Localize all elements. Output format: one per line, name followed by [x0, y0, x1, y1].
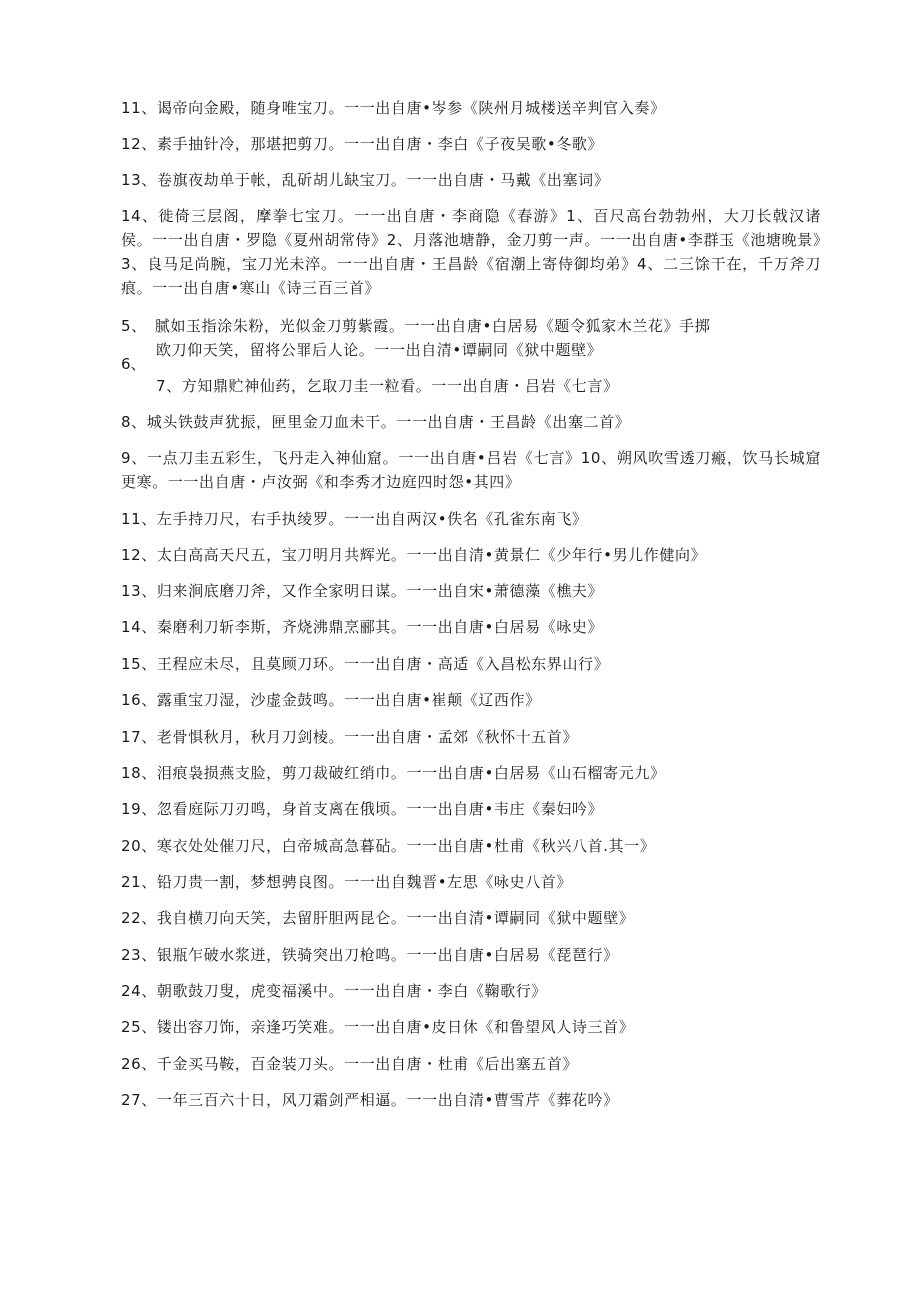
poem-line-13: 13、归来涧底磨刀斧，又作全家明日谋。一一出自宋•萧德藻《樵夫》 [121, 582, 604, 600]
poem-line-18: 18、泪痕袅损燕支脸，剪刀裁破红绡巾。一一出自唐•白居易《山石榴寄元九》 [121, 764, 666, 782]
poem-line-2: 12、素手抽针冷，那堪把剪刀。一一出自唐・李白《子夜吴歌•冬歌》 [121, 135, 604, 153]
poem-number-6: 6、 [121, 355, 146, 373]
poem-line-26: 26、千金买马鞍，百金装刀头。一一出自唐・杜甫《后出塞五首》 [121, 1055, 579, 1073]
poem-line-5: 5、 腻如玉指涂朱粉，光似金刀剪紫霞。一一出自唐•白居易《题令狐家木兰花》手掷 [121, 317, 711, 335]
poem-line-23: 23、银瓶乍破水浆迸，铁骑突出刀枪鸣。一一出自唐•白居易《琵琶行》 [121, 946, 619, 964]
poem-line-3: 13、卷旗夜劫单于帐，乱斫胡儿缺宝刀。一一出自唐・马戴《出塞词》 [121, 171, 610, 189]
poem-line-7: 7、方知鼎贮神仙药，乞取刀圭一粒看。一一出自唐・吕岩《七言》 [156, 377, 619, 395]
poem-line-20: 20、寒衣处处催刀尺，白帝城高急暮砧。一一出自唐•杜甫《秋兴八首.其一》 [121, 837, 656, 855]
poem-line-5-continued: 欧刀仰天笑，留将公罪后人论。一一出自清•谭嗣同《狱中题壁》 [156, 341, 603, 359]
poem-line-22: 22、我自横刀向天笑，去留肝胆两昆仑。一一出自清•谭嗣同《狱中题壁》 [121, 909, 635, 927]
poem-line-27: 27、一年三百六十日，风刀霜剑严相逼。一一出自清•曹雪芹《葬花吟》 [121, 1091, 619, 1109]
poem-line-19: 19、忽看庭际刀刃鸣，身首支离在俄顷。一一出自唐•韦庄《秦妇吟》 [121, 800, 604, 818]
poem-paragraph-4: 14、徙倚三层阁，摩拳七宝刀。一一出自唐・李商隐《春游》1、百尺高台勃勃州，大刀长戟汉诸侯。一一出自唐・罗隐《夏州胡常侍》2、月落池塘静，金刀剪一声。一一出自唐•李群玉《池塘晚景》3、良马足尚腕，宝刀光未淬。一一出自唐・王昌龄《宿潮上寄侍御均弟》4、二三馀干在，千万斧刀痕。一一出自唐•寒山《诗三百三首》 [121, 207, 821, 297]
poem-line-15: 15、王程应未尽，且莫顾刀环。一一出自唐・高适《入昌松东界山行》 [121, 655, 610, 673]
poem-line-1: 11、谒帝向金殿，随身唯宝刀。一一出自唐•岑参《陕州月城楼送辛判官入奏》 [121, 99, 666, 117]
poem-line-8: 8、城头铁鼓声犹振，匣里金刀血未干。一一出自唐・王昌龄《出塞二首》 [121, 413, 631, 431]
poem-line-16: 16、露重宝刀湿，沙虚金鼓鸣。一一出自唐•崔颠《辽西作》 [121, 691, 541, 709]
poem-line-25: 25、镂出容刀饰，亲逢巧笑难。一一出自唐•皮日休《和鲁望风人诗三首》 [121, 1018, 635, 1036]
poem-line-12: 12、太白高高天尺五，宝刀明月共辉光。一一出自清•黄景仁《少年行•男儿作健向》 [121, 546, 707, 564]
poem-line-21: 21、铅刀贵一割，梦想骋良图。一一出自魏晋•左思《咏史八首》 [121, 873, 572, 891]
poem-line-14: 14、秦磨利刀斩李斯，齐烧沸鼎烹郦其。一一出自唐•白居易《咏史》 [121, 618, 604, 636]
poem-line-17: 17、老骨惧秋月，秋月刀剑棱。一一出自唐・孟郊《秋怀十五首》 [121, 728, 579, 746]
poem-paragraph-9: 9、一点刀圭五彩生，飞丹走入神仙窟。一一出自唐•吕岩《七言》10、朔风吹雪透刀瘢，饮马长城窟更寒。一一出自唐・卢汝弼《和李秀才边庭四时怨•其四》 [121, 449, 821, 491]
poem-line-11: 11、左手持刀尺，右手执绫罗。一一出自两汉•佚名《孔雀东南飞》 [121, 510, 588, 528]
poem-line-24: 24、朝歌鼓刀叟，虎变福溪中。一一出自唐・李白《鞠歌行》 [121, 982, 547, 1000]
